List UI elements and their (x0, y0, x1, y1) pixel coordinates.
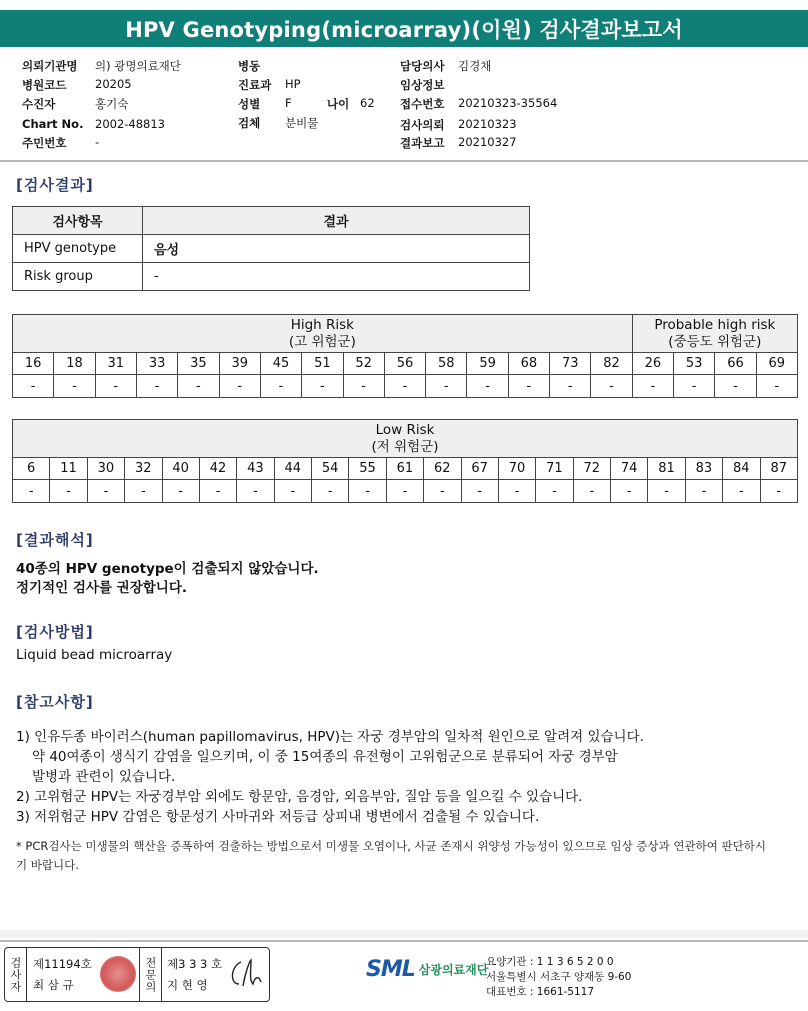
genotype-code-cell: 71 (536, 458, 573, 480)
genotype-code-cell: 33 (136, 353, 177, 375)
genotype-result-cell: - (54, 375, 95, 398)
genotype-result-cell: - (550, 375, 591, 398)
genotype-code-row (13, 353, 798, 375)
genotype-code-cell: 73 (550, 353, 591, 375)
genotype-code-cell: 69 (756, 353, 797, 375)
genotype-code-cell: 56 (384, 353, 425, 375)
genotype-code-cell: 40 (162, 458, 199, 480)
genotype-result-cell: - (87, 480, 124, 503)
low-risk-header (13, 420, 798, 458)
genotype-code-cell: 62 (424, 458, 461, 480)
genotype-result-cell: - (50, 480, 87, 503)
genotype-result-cell: - (536, 480, 573, 503)
genotype-result-cell: - (260, 375, 301, 398)
result-header-result: 결과 (143, 207, 530, 235)
resident-label: 주민번호 (22, 136, 67, 150)
genotype-code-cell: 81 (648, 458, 685, 480)
report-date-label: 결과보고 (400, 136, 445, 150)
genotype-code-cell: 66 (715, 353, 756, 375)
signature-icon (227, 956, 265, 992)
genotype-result-cell: - (573, 480, 610, 503)
specialist-license: 제3 3 3 호 (167, 957, 223, 971)
receipt-value: 20210323-35564 (458, 96, 558, 110)
note-1-line-3: 발병과 관련이 있습니다. (32, 769, 176, 785)
genotype-code-cell: 55 (349, 458, 386, 480)
ward-label: 병동 (238, 59, 261, 73)
genotype-code-cell: 87 (760, 458, 798, 480)
genotype-result-cell: - (723, 480, 760, 503)
genotype-result-cell: - (426, 375, 467, 398)
genotype-result-cell: - (312, 480, 349, 503)
probable-risk-title: Probable high risk (654, 316, 776, 333)
genotype-result-row (13, 480, 798, 503)
genotype-result-cell: - (199, 480, 236, 503)
age-label: 나이 (327, 97, 350, 111)
genotype-result-cell: - (302, 375, 343, 398)
receipt-label: 접수번호 (400, 97, 445, 111)
interpretation-line-1: 40종의 HPV genotype이 검출되지 않았습니다. (16, 561, 319, 577)
dept-value: HP (285, 77, 301, 91)
genotype-result-cell: - (219, 375, 260, 398)
low-risk-title: Low Risk (375, 421, 435, 438)
sex-label: 성별 (238, 97, 261, 111)
genotype-code-cell: 59 (467, 353, 508, 375)
genotype-code-cell: 30 (87, 458, 124, 480)
genotype-code-cell: 83 (685, 458, 722, 480)
section-method-title: [검사방법] (16, 623, 94, 641)
section-result-title: [검사결과] (16, 176, 94, 194)
genotype-code-cell: 68 (508, 353, 549, 375)
genotype-result-cell: - (461, 480, 498, 503)
high-risk-subtitle: (고 위험군) (288, 333, 356, 350)
report-title: HPV Genotyping(microarray)(이원) 검사결과보고서 (0, 10, 808, 47)
genotype-code-cell: 51 (302, 353, 343, 375)
genotype-result-cell: - (611, 480, 648, 503)
chart-value: 2002-48813 (95, 117, 165, 131)
genotype-result-cell: - (648, 480, 685, 503)
genotype-result-cell: - (467, 375, 508, 398)
table-row (13, 263, 530, 291)
specimen-label: 검체 (238, 116, 261, 130)
genotype-result-cell: - (508, 375, 549, 398)
genotype-code-cell: 16 (13, 353, 54, 375)
result-header-item: 검사항목 (13, 207, 143, 235)
genotype-code-cell: 32 (125, 458, 162, 480)
header-divider (0, 160, 808, 162)
footer-band (0, 930, 808, 938)
chart-label: Chart No. (22, 117, 84, 131)
resident-value: - (95, 135, 100, 149)
probable-risk-subtitle: (중등도 위험군) (668, 333, 762, 350)
genotype-code-cell: 70 (498, 458, 535, 480)
genotype-result-cell: - (95, 375, 136, 398)
clinical-label: 임상정보 (400, 78, 445, 92)
specialist-name: 지 현 영 (167, 978, 208, 992)
section-interpretation-title: [결과해석] (16, 531, 94, 549)
genotype-code-cell: 35 (178, 353, 219, 375)
result-item-cell: HPV genotype (13, 235, 143, 263)
result-value-cell: - (143, 263, 530, 291)
specimen-value: 분비물 (285, 116, 319, 130)
genotype-result-cell: - (632, 375, 673, 398)
genotype-code-cell: 53 (674, 353, 715, 375)
logo-mark: SML (366, 957, 415, 982)
genotype-code-cell: 26 (632, 353, 673, 375)
footer-divider (0, 940, 808, 942)
genotype-code-cell: 11 (50, 458, 87, 480)
genotype-result-cell: - (178, 375, 219, 398)
note-1-line-2: 약 40여종이 생식기 감염을 일으키며, 이 중 15여종의 유전형이 고위험군으로 분류되어 자궁 경부암 (32, 749, 618, 765)
request-label: 검사의뢰 (400, 118, 445, 132)
low-risk-table (12, 419, 798, 503)
genotype-code-cell: 58 (426, 353, 467, 375)
genotype-code-cell: 74 (611, 458, 648, 480)
genotype-result-cell: - (13, 375, 54, 398)
report-date-value: 20210327 (458, 135, 517, 149)
genotype-result-cell: - (424, 480, 461, 503)
genotype-code-cell: 67 (461, 458, 498, 480)
org-address: 서울특별시 서초구 양재동 9-60 (486, 971, 632, 983)
genotype-result-cell: - (498, 480, 535, 503)
high-risk-table (12, 314, 798, 398)
genotype-result-cell: - (760, 480, 798, 503)
doctor-label: 담당의사 (400, 59, 445, 73)
official-seal-icon (100, 956, 136, 992)
pcr-footnote: * PCR검사는 미생물의 핵산을 증폭하여 검출하는 방법으로서 미생물 오염이나, 사균 존재시 위양성 가능성이 있으므로 임상 증상과 연관하여 판단하시기 바랍니다. (16, 839, 766, 872)
genotype-code-cell: 72 (573, 458, 610, 480)
result-value-cell: 음성 (143, 235, 530, 263)
probable-risk-header (632, 315, 797, 353)
genotype-code-cell: 45 (260, 353, 301, 375)
tester-vertical-text: 검사자 (9, 956, 22, 993)
genotype-result-cell: - (274, 480, 311, 503)
specialist-vertical-text: 전문의 (144, 956, 157, 993)
dept-label: 진료과 (238, 78, 272, 92)
genotype-result-cell: - (343, 375, 384, 398)
low-risk-subtitle: (저 위험군) (371, 438, 439, 455)
tester-vertical-label (5, 948, 27, 1001)
genotype-result-cell: - (715, 375, 756, 398)
notes-list (16, 727, 796, 827)
tester-name: 최 삼 규 (33, 978, 74, 992)
genotype-result-cell: - (125, 480, 162, 503)
genotype-result-cell: - (13, 480, 50, 503)
logo-name: 삼광의료재단 (418, 963, 489, 977)
genotype-code-cell: 18 (54, 353, 95, 375)
result-item-cell: Risk group (13, 263, 143, 291)
genotype-result-cell: - (162, 480, 199, 503)
genotype-code-row (13, 458, 798, 480)
patient-value: 홍기숙 (95, 97, 129, 111)
organization-info (486, 955, 631, 1000)
genotype-code-cell: 43 (237, 458, 274, 480)
genotype-result-cell: - (386, 480, 423, 503)
result-table (12, 206, 530, 291)
method-text: Liquid bead microarray (16, 647, 173, 663)
genotype-result-cell: - (591, 375, 632, 398)
genotype-code-cell: 84 (723, 458, 760, 480)
genotype-result-row (13, 375, 798, 398)
patient-info (0, 54, 808, 154)
genotype-result-cell: - (136, 375, 177, 398)
interpretation-line-2: 정기적인 검사를 권장합니다. (16, 580, 188, 596)
high-risk-header (13, 315, 633, 353)
genotype-result-cell: - (685, 480, 722, 503)
age-value: 62 (360, 96, 375, 110)
genotype-code-cell: 44 (274, 458, 311, 480)
genotype-code-cell: 61 (386, 458, 423, 480)
doctor-value: 김경채 (458, 59, 492, 73)
org-phone: 대표번호 : 1661-5117 (486, 986, 595, 998)
request-value: 20210323 (458, 117, 517, 131)
section-notes-title: [참고사항] (16, 693, 94, 711)
patient-label: 수진자 (22, 97, 56, 111)
genotype-code-cell: 6 (13, 458, 50, 480)
institution-label: 의뢰기관명 (22, 59, 78, 73)
sex-value: F (285, 96, 292, 110)
genotype-result-cell: - (756, 375, 797, 398)
genotype-code-cell: 39 (219, 353, 260, 375)
hospital-code-label: 병원코드 (22, 78, 67, 92)
genotype-code-cell: 52 (343, 353, 384, 375)
org-id: 요양기관 : 1 1 3 6 5 2 0 0 (486, 956, 614, 968)
genotype-result-cell: - (349, 480, 386, 503)
note-1-line-1: 1) 인유두종 바이러스(human papillomavirus, HPV)는 자궁 경부암의 일차적 원인으로 알려져 있습니다. (16, 729, 644, 745)
genotype-code-cell: 54 (312, 458, 349, 480)
interpretation-text (16, 560, 319, 598)
tester-license: 제11194호 (33, 957, 92, 971)
genotype-code-cell: 82 (591, 353, 632, 375)
signature-box (4, 947, 270, 1002)
institution-value: 의) 광명의료재단 (95, 59, 181, 73)
genotype-code-cell: 31 (95, 353, 136, 375)
high-risk-title: High Risk (290, 316, 354, 333)
genotype-result-cell: - (384, 375, 425, 398)
genotype-code-cell: 42 (199, 458, 236, 480)
hospital-code-value: 20205 (95, 77, 132, 91)
sml-logo (366, 957, 488, 982)
note-2: 2) 고위험군 HPV는 자궁경부암 외에도 항문암, 음경암, 외음부암, 질암 등을 일으킬 수 있습니다. (16, 789, 583, 805)
genotype-result-cell: - (674, 375, 715, 398)
table-row (13, 235, 530, 263)
genotype-result-cell: - (237, 480, 274, 503)
note-3: 3) 저위험군 HPV 감염은 항문성기 사마귀와 저등급 상피내 병변에서 검출될 수 있습니다. (16, 809, 540, 825)
specialist-vertical-label (139, 948, 162, 1001)
